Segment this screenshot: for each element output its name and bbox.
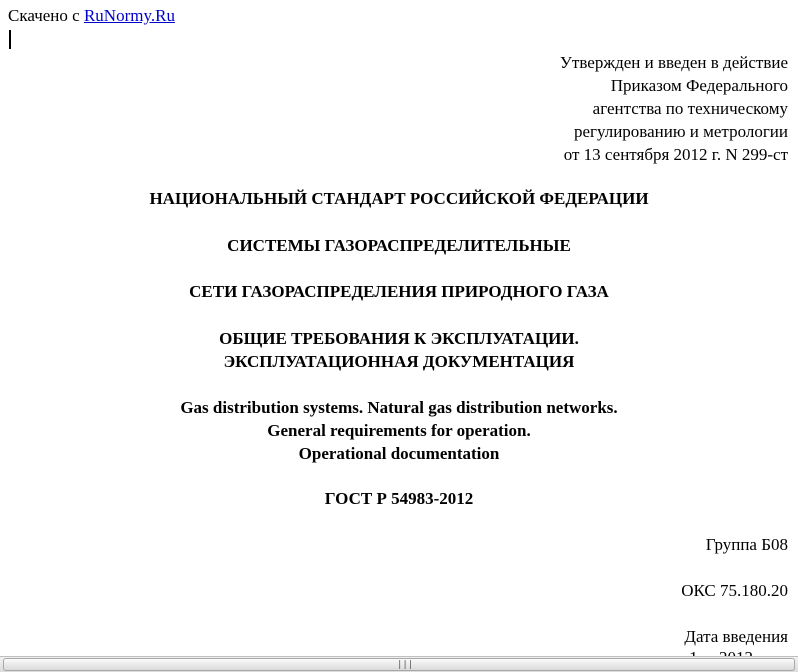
networks-heading xyxy=(0,280,798,303)
intro-date-label: Дата введения xyxy=(684,627,788,646)
national-standard-title: НАЦИОНАЛЬНЫЙ СТАНДАРТ РОССИЙСКОЙ ФЕДЕРАЦИИ xyxy=(149,189,649,208)
requirements-heading xyxy=(0,327,798,373)
gost-heading xyxy=(0,487,798,510)
text-cursor xyxy=(9,30,11,49)
approval-line: Утвержден и введен в действие xyxy=(559,53,788,72)
approval-line: агентства по техническому xyxy=(592,99,788,118)
source-link[interactable]: RuNormy.Ru xyxy=(83,6,175,25)
requirements-title-line: ЭКСПЛУАТАЦИОННАЯ ДОКУМЕНТАЦИЯ xyxy=(223,352,575,371)
approval-line: регулированию и метрологии xyxy=(573,122,788,141)
gost-number: ГОСТ Р 54983-2012 xyxy=(324,489,474,508)
approval-line: от 13 сентября 2012 г. N 299-ст xyxy=(563,145,788,164)
systems-heading xyxy=(0,234,798,257)
approval-line: Приказом Федерального xyxy=(610,76,788,95)
scrollbar-thumb[interactable] xyxy=(3,658,795,671)
grip-icon: ||| xyxy=(397,660,414,670)
english-title-line: Operational documentation xyxy=(298,444,500,463)
national-standard-heading xyxy=(0,187,798,210)
download-source-line xyxy=(8,6,175,26)
group-code: Группа Б08 xyxy=(705,535,788,554)
horizontal-scrollbar[interactable] xyxy=(0,656,798,672)
downloaded-prefix: Скачено с xyxy=(8,6,80,25)
systems-title: СИСТЕМЫ ГАЗОРАСПРЕДЕЛИТЕЛЬНЫЕ xyxy=(227,236,571,255)
requirements-title-line: ОБЩИЕ ТРЕБОВАНИЯ К ЭКСПЛУАТАЦИИ. xyxy=(219,329,579,348)
networks-title: СЕТИ ГАЗОРАСПРЕДЕЛЕНИЯ ПРИРОДНОГО ГАЗА xyxy=(189,282,609,301)
approval-block xyxy=(560,51,788,166)
oks-code: ОКС 75.180.20 xyxy=(681,581,788,600)
english-title-line: Gas distribution systems. Natural gas distribution networks. xyxy=(180,398,618,417)
english-title-line: General requirements for operation. xyxy=(267,421,531,440)
english-title xyxy=(0,396,798,465)
